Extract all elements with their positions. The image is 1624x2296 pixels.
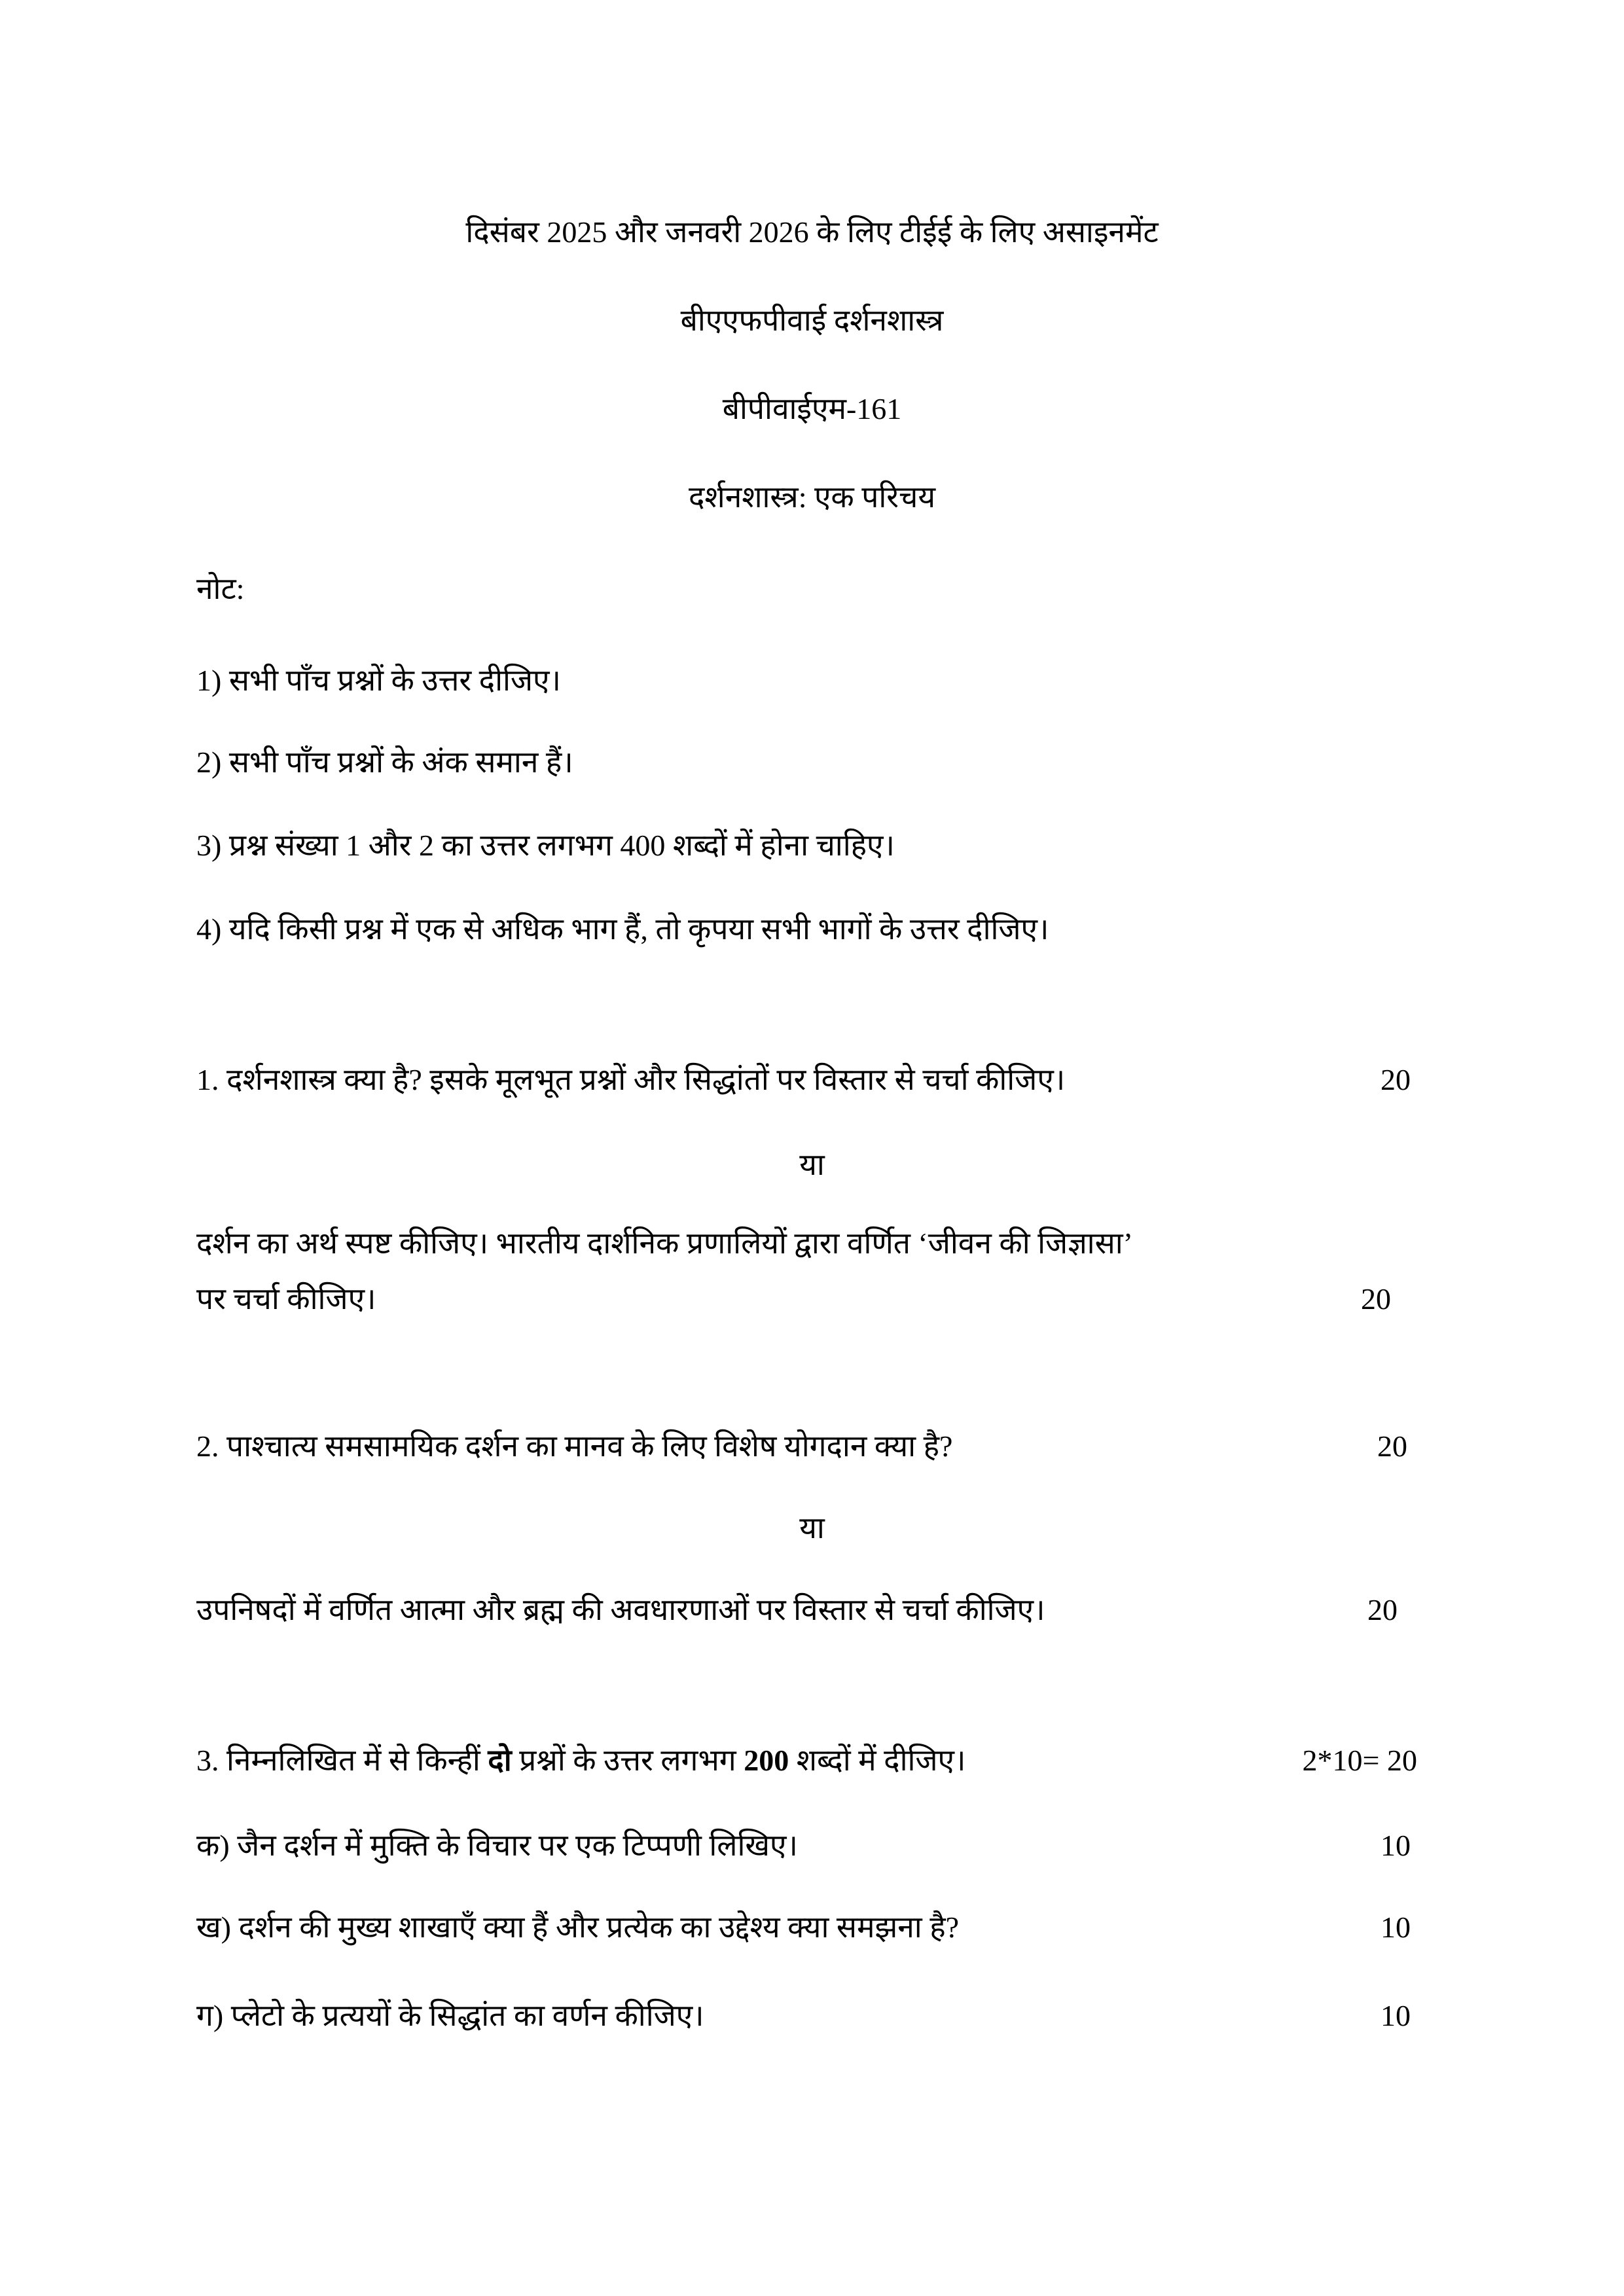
- note-item: 1) सभी पाँच प्रश्नों के उत्तर दीजिए।: [196, 664, 561, 697]
- question-row: [196, 1427, 1417, 1466]
- note-item: 3) प्रश्न संख्या 1 और 2 का उत्तर लगभग 400 शब्दों में होना चाहिए।: [196, 829, 895, 862]
- emphasis-count: दो: [488, 1744, 512, 1777]
- notes-label: नोट:: [196, 572, 245, 605]
- sub-question: [196, 1826, 1417, 1865]
- note-item: 4) यदि किसी प्रश्न में एक से अधिक भाग हैं, तो कृपया सभी भागों के उत्तर दीजिए।: [196, 912, 1049, 946]
- question-marks: 20: [1367, 1593, 1398, 1626]
- question-marks: 20: [1361, 1282, 1391, 1316]
- sub-question-text: दर्शन की मुख्य शाखाएँ क्या हैं और प्रत्येक का उद्देश्य क्या समझना है?: [238, 1910, 960, 1944]
- question-row: [196, 1060, 1417, 1100]
- course-code: बीपीवाईएम-161: [722, 392, 902, 425]
- sub-question-label: ख): [196, 1910, 231, 1944]
- sub-question-marks: 10: [1380, 1999, 1411, 2032]
- question-marks: 20: [1377, 1429, 1407, 1463]
- or-separator: या: [799, 1511, 825, 1545]
- programme-name: बीएएफपीवाई दर्शनशास्त्र: [680, 304, 944, 337]
- question-text: 1. दर्शनशास्त्र क्या है? इसके मूलभूत प्रश्नों और सिद्धांतों पर विस्तार से चर्चा कीजिए।: [196, 1063, 1066, 1096]
- sub-question-label: ग): [196, 1999, 224, 2032]
- alternative-question: उपनिषदों में वर्णित आत्मा और ब्रह्म की अवधारणाओं पर विस्तार से चर्चा कीजिए। 20: [196, 1590, 1417, 1630]
- sub-question-text: जैन दर्शन में मुक्ति के विचार पर एक टिप्पणी लिखिए।: [237, 1829, 798, 1862]
- emphasis-word-limit: 200: [744, 1744, 789, 1777]
- question-number: 3.: [196, 1744, 219, 1777]
- or-separator: या: [799, 1148, 825, 1181]
- alternative-question-line-1: दर्शन का अर्थ स्पष्ट कीजिए। भारतीय दार्शनिक प्रणालियों द्वारा वर्णित ‘जीवन की जिज्ञासा’: [196, 1227, 1133, 1260]
- document-title: दिसंबर 2025 और जनवरी 2026 के लिए टीईई के लिए असाइनमेंट: [465, 215, 1159, 249]
- sub-question-label: क): [196, 1829, 230, 1862]
- sub-question-marks: 10: [1380, 1910, 1411, 1944]
- question-number: 1.: [196, 1063, 219, 1096]
- sub-question-marks: 10: [1380, 1829, 1411, 1862]
- sub-question: [196, 1996, 1417, 2036]
- question-text: 2. पाश्चात्य समसामयिक दर्शन का मानव के लिए विशेष योगदान क्या है?: [196, 1429, 953, 1463]
- question-row: [196, 1741, 1417, 1780]
- alternative-question-line-2: पर चर्चा कीजिए। 20: [196, 1280, 1417, 1319]
- question-number: 2.: [196, 1429, 219, 1463]
- question-text: 3. निम्नलिखित में से किन्हीं दो प्रश्नों के उत्तर लगभग 200 शब्दों में दीजिए।: [196, 1744, 966, 1777]
- question-marks: 20: [1380, 1063, 1411, 1096]
- sub-question-text: प्लेटो के प्रत्ययों के सिद्धांत का वर्णन कीजिए।: [230, 1999, 704, 2032]
- note-item: 2) सभी पाँच प्रश्नों के अंक समान हैं।: [196, 745, 573, 779]
- question-marks: 2*10= 20: [1302, 1744, 1417, 1777]
- sub-question: [196, 1908, 1417, 1947]
- course-title: दर्शनशास्त्र: एक परिचय: [688, 480, 935, 514]
